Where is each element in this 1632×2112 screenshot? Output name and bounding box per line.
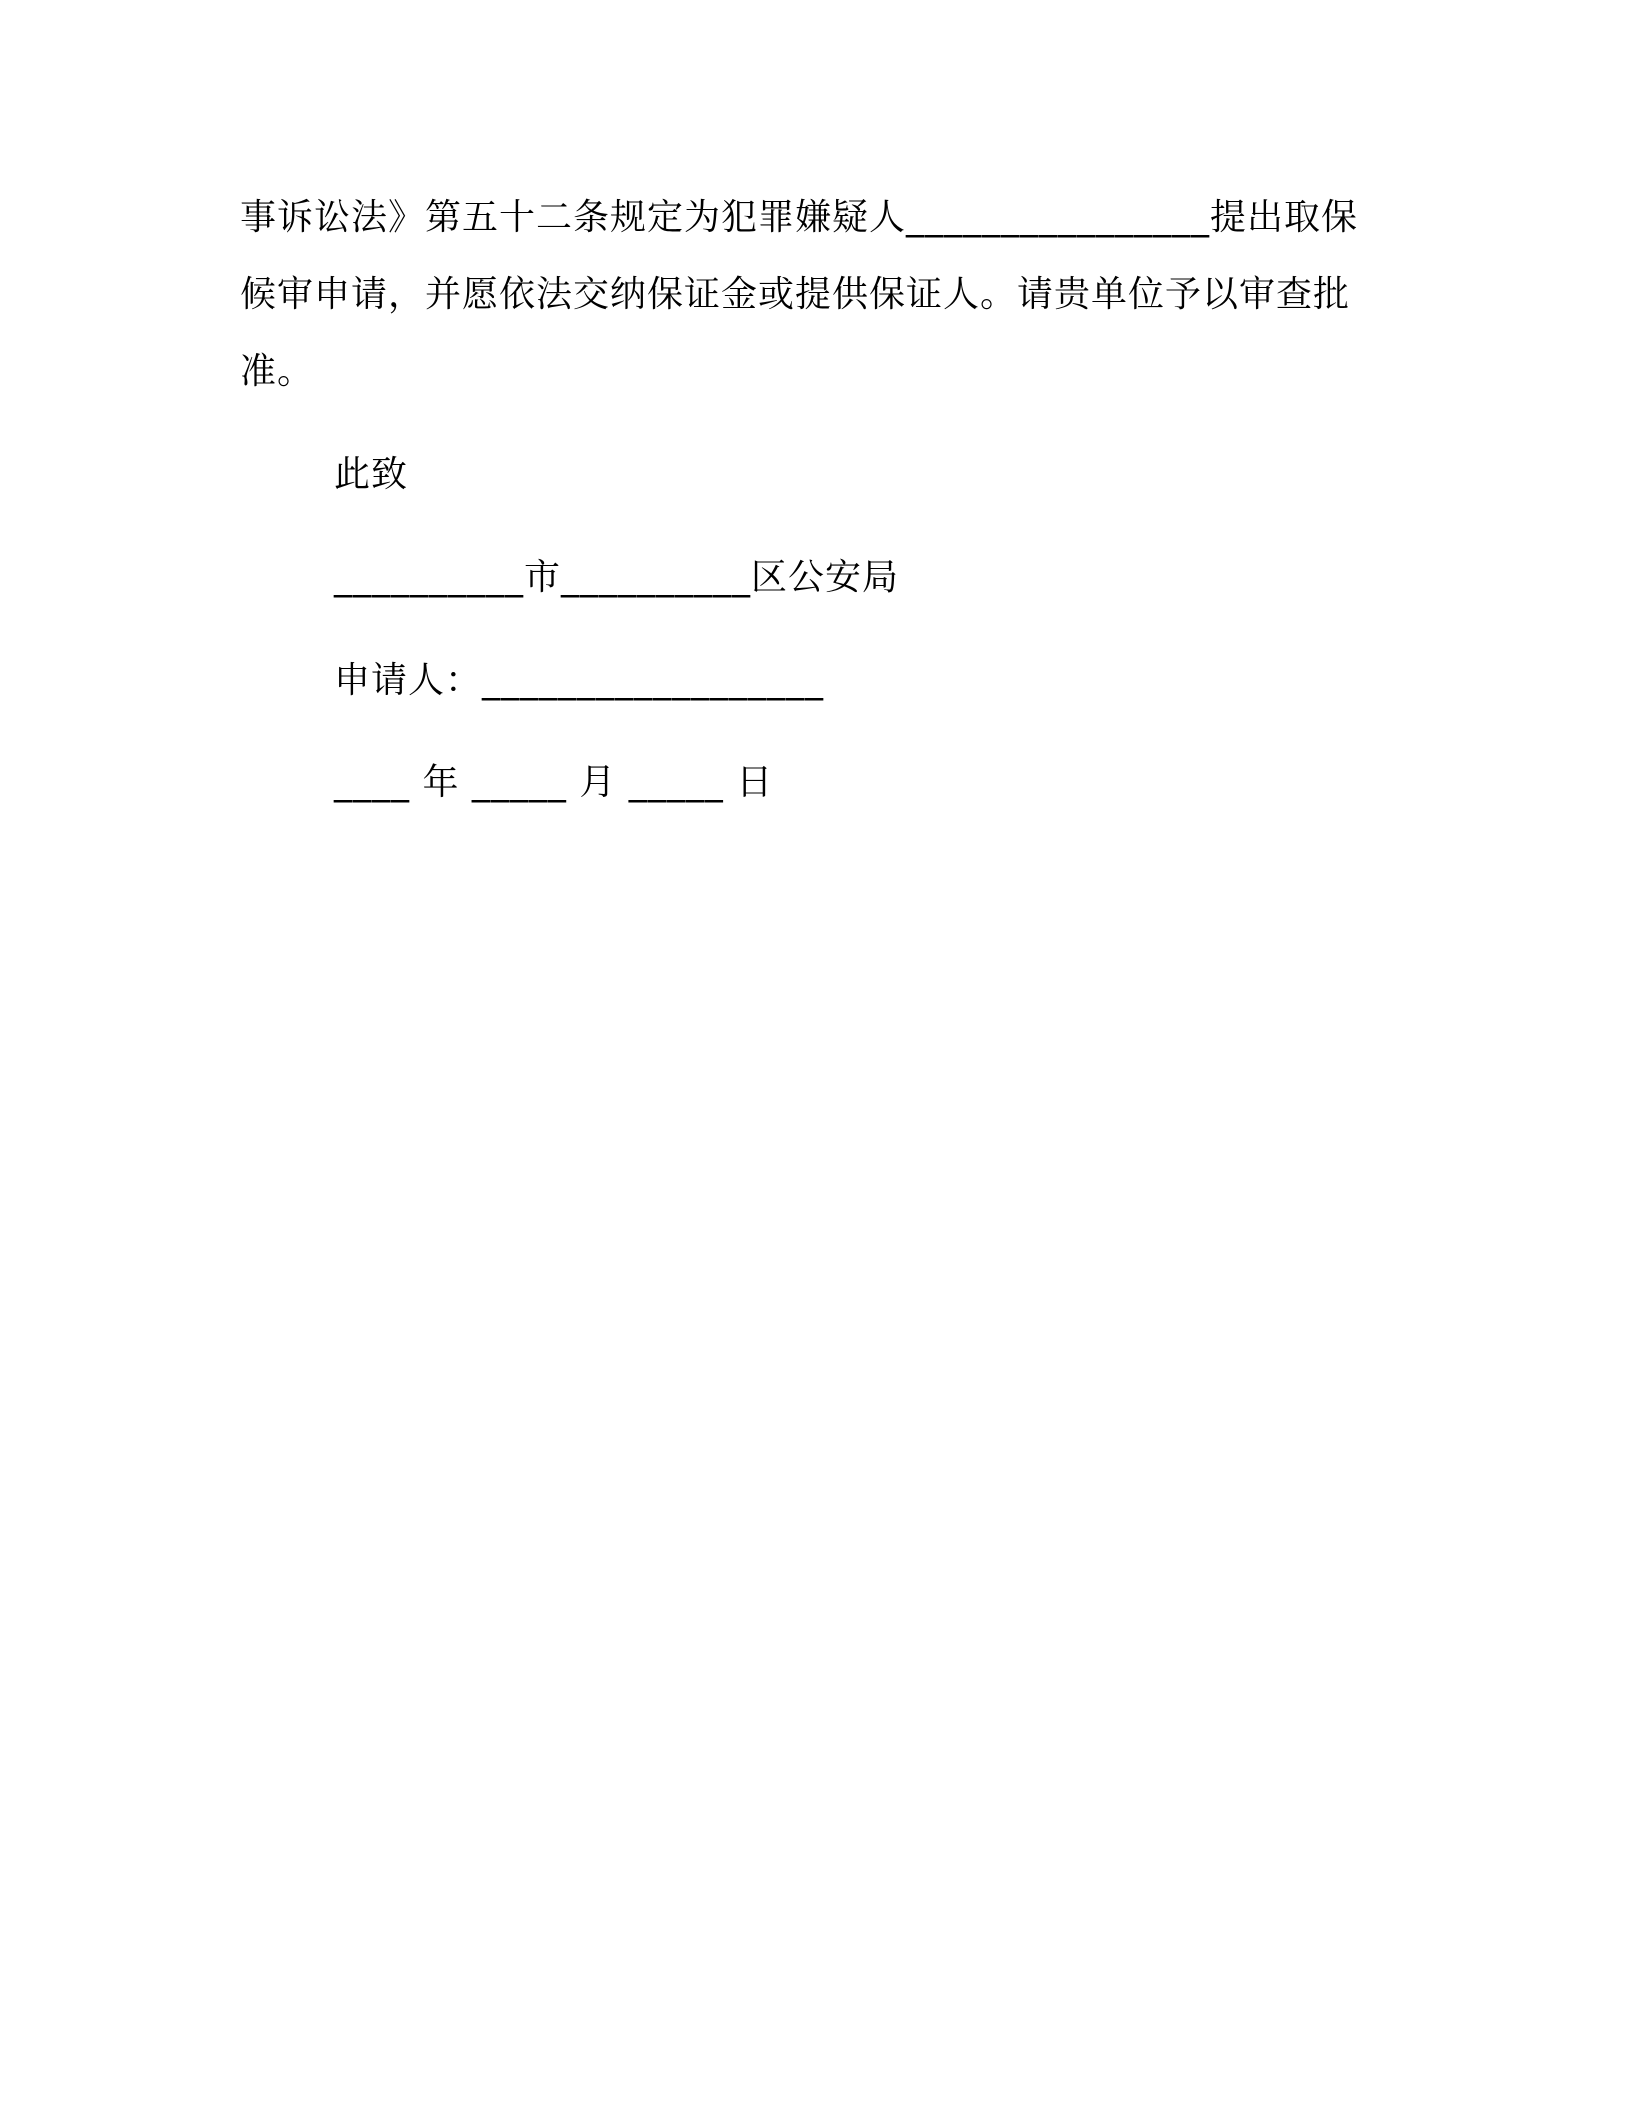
paragraph-line-3: 准。 <box>240 351 315 392</box>
paragraph-line-1: 事诉讼法》第五十二条规定为犯罪嫌疑人________________提出取保 <box>240 197 1359 238</box>
addressee-line: __________市__________区公安局 <box>334 557 900 598</box>
paragraph-line-2: 候审申请，并愿依法交纳保证金或提供保证人。请贵单位予以审查批 <box>240 274 1351 315</box>
applicant-line: 申请人：__________________ <box>334 660 825 701</box>
salutation: 此致 <box>334 454 409 495</box>
date-line: ____ 年 _____ 月 _____ 日 <box>334 762 774 803</box>
